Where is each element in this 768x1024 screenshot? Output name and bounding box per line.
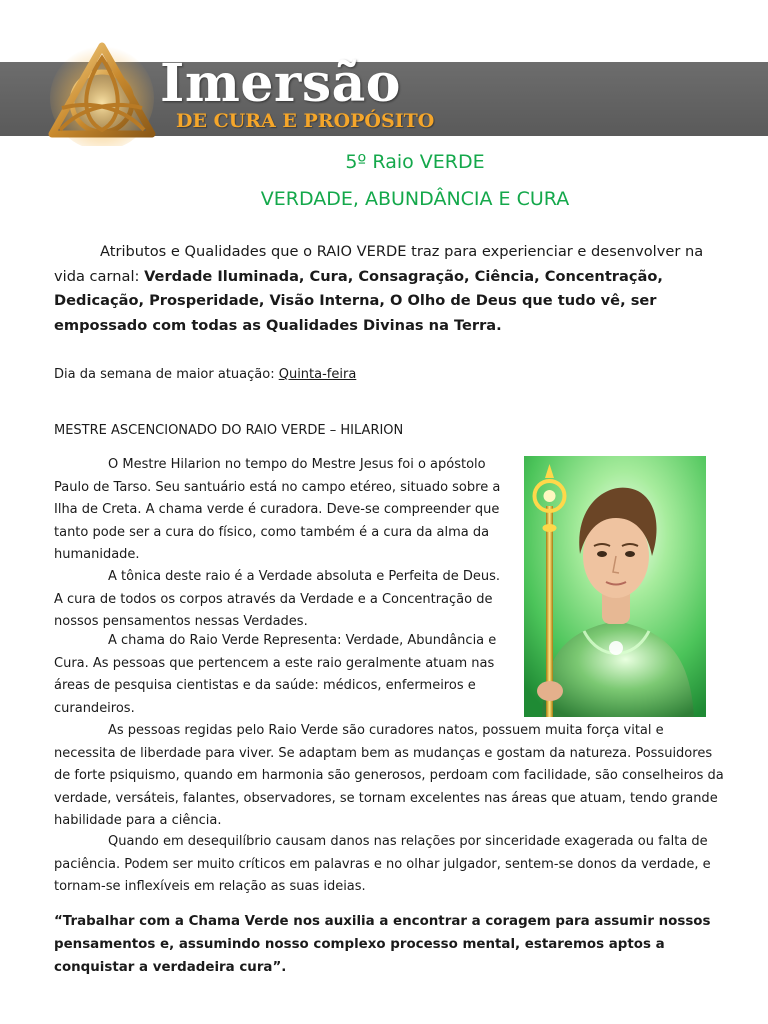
weekday-line [54, 366, 356, 384]
page-subtitle: VERDADE, ABUNDÂNCIA E CURA [260, 188, 570, 210]
paragraph-text: A tônica deste raio é a Verdade absoluta e Perfeita de Deus. A cura de todos os corpos através da Verdade e a Concentração de nossos pensamentos nessas Verdades. [54, 569, 501, 629]
weekday-value: Quinta-feira [278, 367, 357, 382]
closing-quote: “Trabalhar com a Chama Verde nos auxilia a encontrar a coragem para assumir nossos pensamentos e, assumindo nosso complexo processo mental, estaremos aptos a conquistar a verdadeira cura”. [54, 914, 711, 975]
paragraph-ray-tonic [54, 566, 510, 634]
intro-lead-text: Atributos e Qualidades que o RAIO VERDE traz para experienciar e desenvolver na vida carnal: [54, 243, 704, 285]
paragraph-people-governed [54, 720, 724, 833]
weekday-label: Dia da semana de maior atuação: [54, 367, 279, 382]
paragraph-imbalance [54, 831, 726, 899]
intro-paragraph [54, 240, 704, 338]
page-title: 5º Raio VERDE [345, 151, 485, 173]
intro-attributes-text: Verdade Iluminada, Cura, Consagração, Ciência, Concentração, Dedicação, Prosperidade, Visão Interna, O Olho de Deus que tudo vê, ser empossado com todas as Qualidades Divinas na Terra. [54, 267, 663, 334]
paragraph-text: Quando em desequilíbrio causam danos nas relações por sinceridade exagerada ou falta de paciência. Podem ser muito críticos em palavras e no olhar julgador, sentem-se donos da verdade, e tornam-se inflexíveis em relação as suas ideias. [54, 834, 711, 894]
paragraph-text: A chama do Raio Verde Representa: Verdade, Abundância e Cura. As pessoas que pertencem a este raio geralmente atuam nas áreas de pesquisa cientistas e da saúde: médicos, enfermeiros e curandeiros. [54, 633, 497, 716]
hilarion-portrait [524, 456, 706, 717]
brand-subtitle: DE CURA E PROPÓSITO [176, 110, 435, 132]
brand-title: Imersão [160, 53, 401, 114]
paragraph-green-flame [54, 630, 510, 720]
triquetra-logo-icon [42, 38, 162, 146]
paragraph-text: O Mestre Hilarion no tempo do Mestre Jesus foi o apóstolo Paulo de Tarso. Seu santuário está no campo etéreo, situado sobre a Ilha de Creta. A chama verde é curadora. Deve-se compreender que tanto pode ser a cura do físico, como também é a cura da alma da humanidade. [54, 457, 501, 562]
paragraph-text: As pessoas regidas pelo Raio Verde são curadores natos, possuem muita força vital e necessita de liberdade para viver. Se adaptam bem as mudanças e gostam da natureza. Possuidores de forte psiquismo, quando em harmonia são generosos, perdoam com facilidade, são conselheiros da verdade, versáteis, falantes, observadores, se tornam excelentes nas áreas que atuam, tendo grande habilidade para a ciência. [54, 723, 724, 828]
section-title: MESTRE ASCENCIONADO DO RAIO VERDE – HILARION [54, 423, 404, 438]
paragraph-hilarion-history [54, 454, 510, 567]
